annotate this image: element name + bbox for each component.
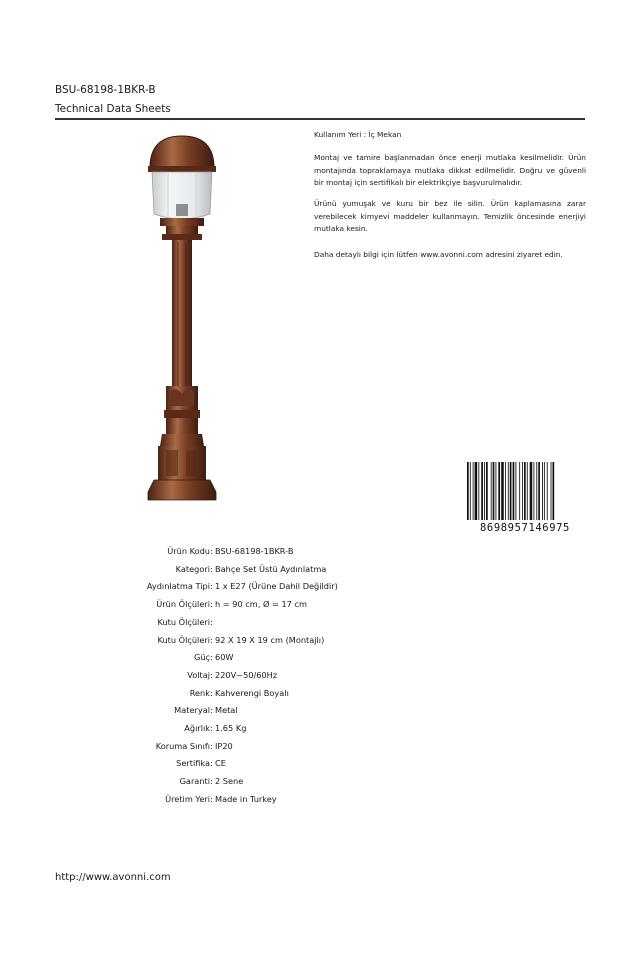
header-divider — [55, 118, 585, 120]
spec-label: Ürün Ölçüleri — [156, 599, 210, 610]
spec-value: 60W — [215, 652, 234, 663]
spec-separator: : — [210, 758, 213, 769]
spec-label: Sertifika — [176, 758, 210, 769]
spec-value: 220V~50/60Hz — [215, 669, 278, 680]
spec-row — [80, 544, 460, 558]
safety-notice: Montaj ve tamire başlanmadan önce enerji mutlaka kesilmelidir. Ürün montajında topraklamaya mutlaka dikkat edilmelidir. Doğru ve güvenli bir montaj için sertifikalı bir elektrikçiye başvurulmalıdır. — [314, 153, 586, 187]
spec-row — [80, 597, 460, 611]
barcode — [466, 462, 584, 534]
barcode-number: 8698957146975 — [480, 522, 570, 534]
spec-separator: : — [210, 546, 213, 556]
more-info-notice: Daha detaylı bilgi için lütfen www.avonni.com adresini ziyaret edin. — [314, 250, 563, 259]
spec-value: 1.65 Kg — [215, 723, 247, 733]
spec-row — [80, 579, 460, 593]
spec-value: CE — [215, 758, 226, 769]
spec-label: Ürün Kodu — [167, 546, 210, 556]
spec-row — [80, 562, 460, 576]
spec-label: Garanti — [179, 776, 210, 787]
spec-value: BSU-68198-1BKR-B — [215, 546, 294, 556]
spec-label: Aydınlatma Tipi — [146, 581, 210, 592]
spec-row — [80, 792, 460, 806]
spec-separator: : — [210, 687, 213, 698]
spec-row — [80, 756, 460, 770]
product-code-heading: BSU-68198-1BKR-B — [55, 84, 156, 96]
spec-value: h = 90 cm, Ø = 17 cm — [215, 599, 307, 610]
spec-label: Güç — [193, 652, 210, 663]
spec-row — [80, 703, 460, 717]
spec-value: IP20 — [215, 740, 233, 751]
spec-row — [80, 633, 460, 647]
spec-label: Materyal — [174, 705, 210, 716]
spec-row — [80, 686, 460, 700]
barcode-bars — [467, 462, 554, 520]
spec-row — [80, 668, 460, 682]
spec-separator: : — [210, 705, 213, 716]
product-image — [140, 130, 224, 506]
spec-value: 2 Sene — [215, 776, 244, 787]
spec-value: Metal — [215, 705, 238, 716]
spec-separator: : — [210, 581, 213, 592]
spec-separator: : — [210, 599, 213, 610]
spec-separator: : — [210, 669, 213, 680]
usage-location: Kullanım Yeri : İç Mekan — [314, 130, 402, 139]
spec-separator: : — [210, 740, 213, 751]
spec-separator: : — [210, 723, 213, 733]
spec-label: Koruma Sınıfı — [155, 740, 210, 751]
spec-value: Bahçe Set Üstü Aydınlatma — [215, 563, 327, 574]
spec-row — [80, 721, 460, 735]
spec-label: Kategori — [175, 563, 210, 574]
spec-separator: : — [210, 563, 213, 574]
document-subtitle: Technical Data Sheets — [55, 103, 171, 115]
spec-separator: : — [210, 634, 213, 645]
spec-row — [80, 774, 460, 788]
spec-value: 92 X 19 X 19 cm (Montajlı) — [215, 634, 325, 645]
spec-value: Made in Turkey — [215, 793, 277, 804]
spec-row — [80, 615, 460, 629]
spec-separator: : — [210, 616, 213, 627]
spec-row — [80, 650, 460, 664]
spec-label: Voltaj — [187, 669, 210, 680]
spec-label: Üretim Yeri — [165, 793, 210, 804]
spec-label: Kutu Ölçüleri — [157, 616, 210, 627]
footer-website-link[interactable]: http://www.avonni.com — [55, 872, 171, 883]
spec-label: Ağırlık — [184, 723, 210, 733]
spec-value: 1 x E27 (Ürüne Dahil Değildir) — [215, 581, 338, 592]
cleaning-notice: Ürünü yumuşak ve kuru bir bez ile silin. Ürün kaplamasına zarar verebilecek kimyevi maddeler kullanmayın. Temizlik öncesinde enerjiyi mutlaka kesin. — [314, 199, 586, 233]
spec-separator: : — [210, 776, 213, 787]
spec-label: Renk — [189, 687, 210, 698]
spec-row — [80, 739, 460, 753]
spec-label: Kutu Ölçüleri — [157, 634, 210, 645]
spec-separator: : — [210, 652, 213, 663]
spec-separator: : — [210, 793, 213, 804]
spec-value: Kahverengi Boyalı — [215, 687, 289, 698]
